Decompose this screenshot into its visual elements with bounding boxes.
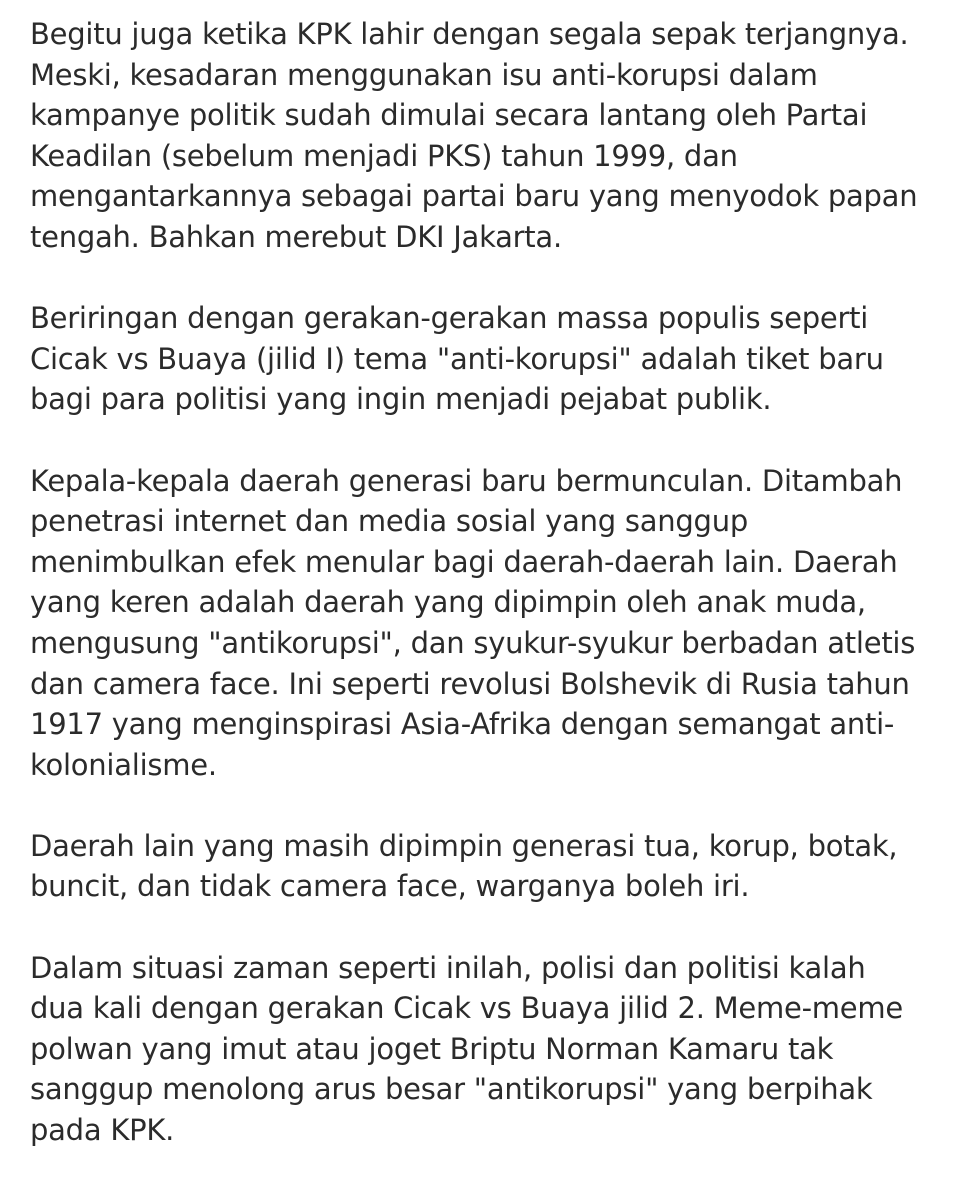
text-line: Beriringan dengan gerakan-gerakan massa populis seperti	[30, 301, 869, 336]
text-line: sanggup menolong arus besar "antikorupsi" yang berpihak	[30, 1072, 873, 1107]
text-line: Keadilan (sebelum menjadi PKS) tahun 1999, dan	[30, 138, 738, 173]
text-line: Begitu juga ketika KPK lahir dengan segala sepak terjangnya.	[30, 17, 909, 51]
text-line: dua kali dengan gerakan Cicak vs Buaya jilid 2. Meme-meme	[30, 991, 903, 1026]
text-line: Kepala-kepala daerah generasi baru bermunculan. Ditambah	[30, 463, 903, 498]
text-line: Dalam situasi zaman seperti inilah, polisi dan politisi kalah	[30, 950, 866, 985]
text-line: buncit, dan tidak camera face, warganya boleh iri.	[30, 869, 750, 904]
text-line: dan camera face. Ini seperti revolusi Bolshevik di Rusia tahun	[30, 666, 910, 701]
text-line: mengantarkannya sebagai partai baru yang menyodok papan	[30, 179, 918, 214]
text-line: kolonialisme.	[30, 747, 217, 782]
text-line: polwan yang imut atau joget Briptu Norman Kamaru tak	[30, 1031, 834, 1066]
paragraph-5	[30, 948, 930, 1151]
text-line: kampanye politik sudah dimulai secara lantang oleh Partai	[30, 98, 868, 133]
text-line: yang keren adalah daerah yang dipimpin oleh anak muda,	[30, 585, 866, 620]
text-line: Daerah lain yang masih dipimpin generasi tua, korup, botak,	[30, 828, 898, 863]
text-line: Meski, kesadaran menggunakan isu anti-korupsi dalam	[30, 57, 818, 92]
text-line: tengah. Bahkan merebut DKI Jakarta.	[30, 219, 562, 254]
paragraph-3	[30, 461, 930, 786]
text-line: bagi para politisi yang ingin menjadi pejabat publik.	[30, 382, 772, 417]
article-body	[30, 14, 930, 1191]
paragraph-1	[30, 14, 930, 258]
text-line: pada KPK.	[30, 1113, 175, 1148]
text-line: penetrasi internet dan media sosial yang sanggup	[30, 504, 748, 539]
text-line: mengusung "antikorupsi", dan syukur-syukur berbadan atletis	[30, 625, 916, 660]
paragraph-2	[30, 298, 930, 420]
text-line: menimbulkan efek menular bagi daerah-daerah lain. Daerah	[30, 544, 898, 579]
paragraph-4	[30, 826, 930, 907]
text-line: Cicak vs Buaya (jilid I) tema "anti-korupsi" adalah tiket baru	[30, 341, 884, 376]
text-line: 1917 yang menginspirasi Asia-Afrika dengan semangat anti-	[30, 707, 895, 742]
